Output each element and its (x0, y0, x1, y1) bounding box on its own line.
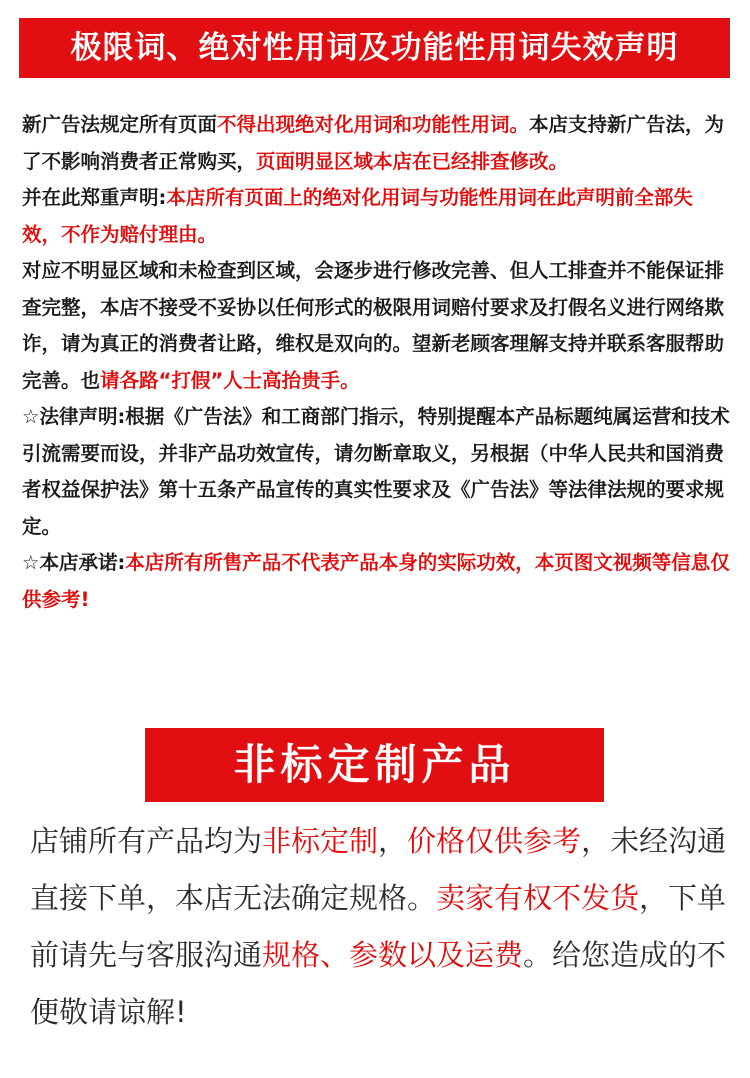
legal-notice-text: ☆法律声明:根据《广告法》和工商部门指示，特别提醒本产品标题纯属运营和技术引流需要而设，并非产品功效宣传，请勿断章取义，另根据（中华人民共和国消费者权益保护法》第十五条产品宣传的真实性要求及《广告法》等法律法规的要求规定。 (22, 405, 730, 538)
statement-highlight: 本店所有页面上的绝对化用词与功能性用词在此声明前全部失效，不作为赔付理由。 (22, 186, 693, 246)
notice-text: ， (378, 824, 408, 858)
notice-text: 店铺所有产品均为 (30, 824, 263, 858)
disclaimer-statement (22, 107, 730, 618)
notice-highlight: 规格、参数以及运费 (262, 938, 524, 972)
legal-notice-paragraph (22, 399, 730, 545)
custom-product-banner (145, 728, 604, 802)
statement-text: 对应不明显区域和未检查到区域，会逐步进行修改完善、但人工排查并不能保证排查完整，本店不接受不妥协以任何形式的极限用词赔付要求及打假名义进行网络欺诈，请为真正的消费者让路，维权是双向的。望新老顾客理解支持并联系客服帮助完善。也 (22, 259, 725, 392)
statement-paragraph-3 (22, 253, 730, 399)
statement-text: 本店支持新广告法，为了不影响消费者正常购买， (22, 113, 725, 173)
custom-product-notice (30, 813, 730, 1041)
notice-highlight: 非标定制 (262, 824, 379, 858)
statement-highlight: 页面明显区域本店在已经排查修改。 (256, 149, 569, 173)
disclaimer-title: 极限词、绝对性用词及功能性用词失效声明 (70, 30, 679, 66)
store-promise-highlight: 本店所有所售产品不代表产品本身的实际功效，本页图文视频等信息仅供参考! (22, 551, 730, 611)
disclaimer-title-banner (19, 18, 730, 78)
statement-text: 新广告法规定所有页面 (22, 113, 218, 136)
statement-highlight: 请各路“打假”人士高抬贵手。 (100, 368, 360, 392)
store-promise-label: ☆本店承诺: (22, 551, 126, 574)
store-promise-paragraph (22, 545, 730, 618)
custom-product-paragraph (30, 813, 730, 1041)
statement-text: 并在此郑重声明: (22, 186, 167, 209)
custom-product-title: 非标定制产品 (233, 740, 516, 789)
notice-highlight: 价格仅供参考 (407, 824, 582, 858)
statement-highlight: 不得出现绝对化用词和功能性用词。 (217, 113, 530, 136)
statement-paragraph-2 (22, 180, 730, 253)
statement-paragraph-1 (22, 107, 730, 180)
notice-text: ，未经沟通直接下单，本店无法确定规格。 (30, 824, 727, 915)
notice-text: 。给您造成的不便敬请谅解! (30, 938, 727, 1029)
notice-highlight: 卖家有权不发货 (436, 881, 640, 915)
notice-text: ，下单前请先与客服沟通 (30, 881, 727, 972)
